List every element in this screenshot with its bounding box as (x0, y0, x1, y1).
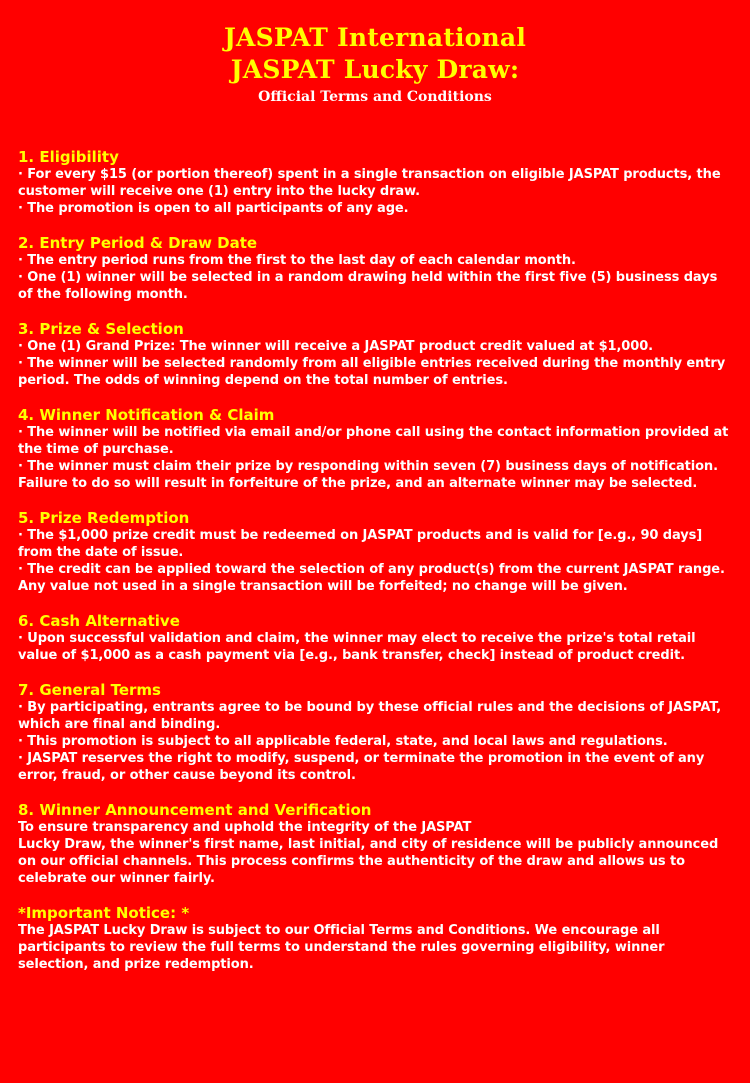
section-heading: 6. Cash Alternative (18, 612, 180, 630)
terms-section (18, 234, 732, 303)
section-heading: 2. Entry Period & Draw Date (18, 234, 258, 252)
section-heading: 1. Eligibility (18, 148, 119, 166)
terms-content (18, 148, 732, 973)
section-text: · Upon successful validation and claim, the winner may elect to receive the prize's total retail value of $1,000 as a cash payment via [e.g., bank transfer, check] instead of product credit. (18, 631, 696, 663)
section-heading: 7. General Terms (18, 681, 161, 699)
section-text: · This promotion is subject to all applicable federal, state, and local laws and regulations. (18, 734, 668, 749)
terms-section (18, 509, 732, 595)
page-title: JASPAT International (223, 23, 527, 52)
terms-section (18, 320, 732, 389)
section-text: · One (1) Grand Prize: The winner will receive a JASPAT product credit valued at $1,000. (18, 339, 653, 354)
section-text: · By participating, entrants agree to be bound by these official rules and the decisions of JASPAT, which are final and binding. (18, 700, 722, 732)
section-text: · The entry period runs from the first to the last day of each calendar month. (18, 253, 576, 268)
section-text: · The promotion is open to all participants of any age. (18, 201, 409, 216)
section-text: To ensure transparency and uphold the integrity of the JASPAT (18, 820, 472, 835)
section-text: · For every $15 (or portion thereof) spent in a single transaction on eligible JASPAT products, the customer will receive one (1) entry into the lucky draw. (18, 167, 721, 199)
section-text: · The winner must claim their prize by responding within seven (7) business days of notification. Failure to do so will result in forfeiture of the prize, and an alternate winner may be selected. (18, 459, 718, 491)
terms-section (18, 406, 732, 492)
section-heading: 4. Winner Notification & Claim (18, 406, 275, 424)
section-heading: *Important Notice: * (18, 904, 190, 922)
draw-title: JASPAT Lucky Draw: (230, 55, 520, 84)
section-text: · The $1,000 prize credit must be redeemed on JASPAT products and is valid for [e.g., 90 days] from the date of issue. (18, 528, 703, 560)
section-heading: 5. Prize Redemption (18, 509, 190, 527)
terms-section (18, 148, 732, 217)
section-text: · The winner will be selected randomly from all eligible entries received during the monthly entry period. The odds of winning depend on the total number of entries. (18, 356, 726, 388)
section-text: · JASPAT reserves the right to modify, suspend, or terminate the promotion in the event of any error, fraud, or other cause beyond its control. (18, 751, 705, 783)
terms-section (18, 681, 732, 784)
terms-section (18, 904, 732, 973)
section-heading: 3. Prize & Selection (18, 320, 184, 338)
section-text: The JASPAT Lucky Draw is subject to our Official Terms and Conditions. We encourage all participants to review the full terms to understand the rules governing eligibility, winner selection, and prize redemption. (18, 923, 665, 972)
section-text: Lucky Draw, the winner's first name, last initial, and city of residence will be publicly announced on our official channels. This process confirms the authenticity of the draw and allows us to celebrate our winner fairly. (18, 837, 719, 886)
section-text: · One (1) winner will be selected in a random drawing held within the first five (5) business days of the following month. (18, 270, 718, 302)
page-header (18, 0, 732, 107)
section-heading: 8. Winner Announcement and Verification (18, 801, 372, 819)
section-text: · The winner will be notified via email and/or phone call using the contact information provided at the time of purchase. (18, 425, 729, 457)
terms-section (18, 612, 732, 664)
page-subtitle: Official Terms and Conditions (258, 89, 492, 105)
section-text: · The credit can be applied toward the selection of any product(s) from the current JASPAT range. Any value not used in a single transaction will be forfeited; no change will be given. (18, 562, 725, 594)
terms-section (18, 801, 732, 887)
